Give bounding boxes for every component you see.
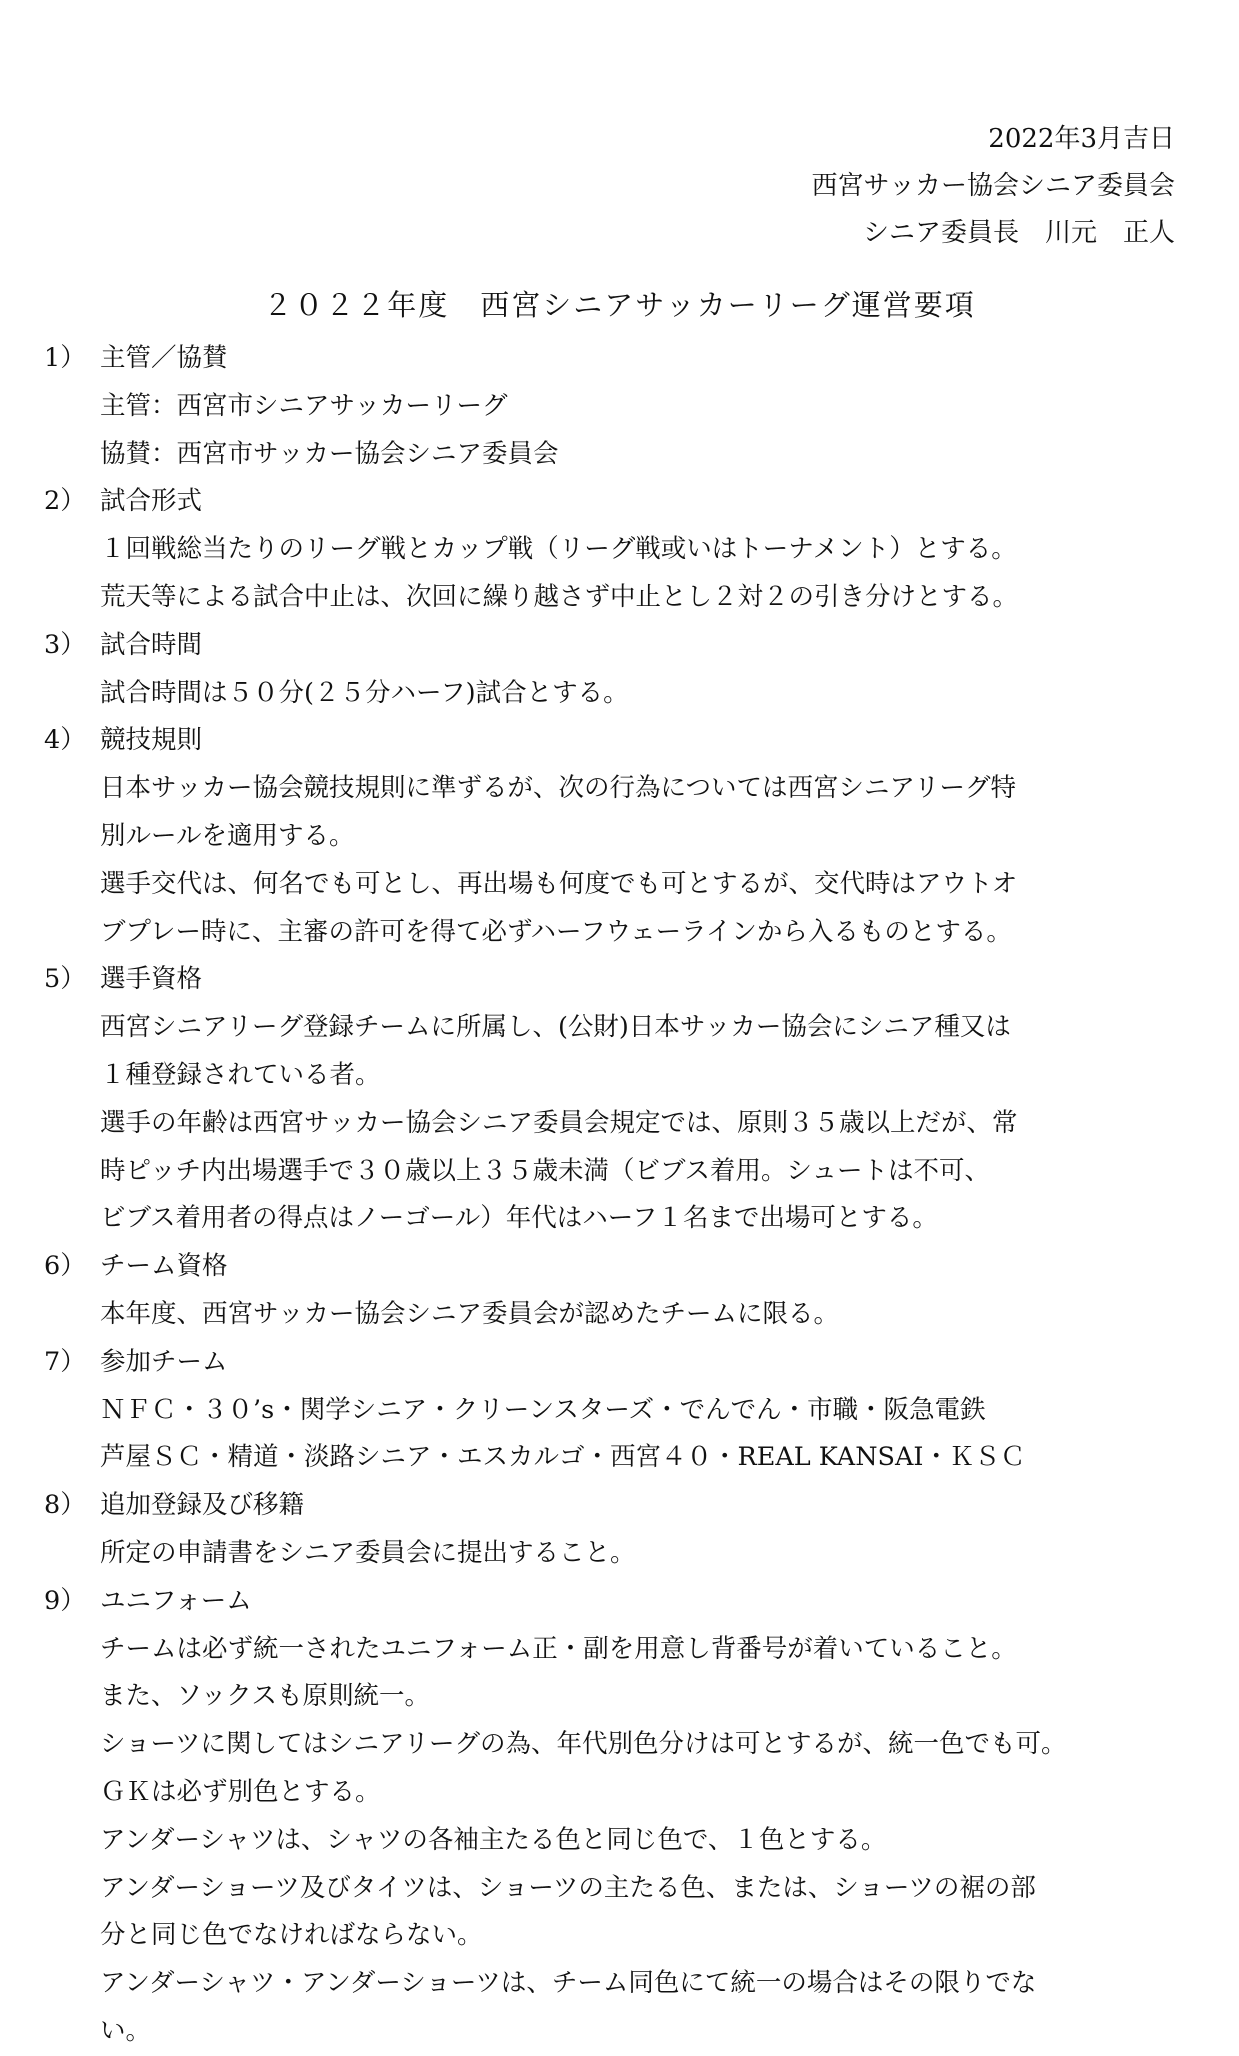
section-heading: [44, 478, 1204, 526]
section-number: 3）: [44, 629, 86, 660]
section-line: アンダーシャツ・アンダーショーツは、チーム同色にて統一の場合はその限りでな: [100, 1968, 1037, 1999]
section-line: 協賛：西宮市サッカー協会シニア委員会: [100, 438, 559, 469]
section-heading-text: 試合形式: [100, 486, 203, 517]
section-heading-text: 参加チーム: [100, 1346, 228, 1377]
section-line: ＧＫは必ず別色とする。: [100, 1776, 381, 1807]
section-line: チームは必ず統一されたユニフォーム正・副を用意し背番号が着いていること。: [100, 1633, 1017, 1664]
section-line: 選手の年齢は西宮サッカー協会シニア委員会規定では、原則３５歳以上だが、常: [100, 1107, 1018, 1138]
section-heading: [44, 1578, 1204, 1626]
section-line: アンダーシャツは、シャツの各袖主たる色と同じ色で、１色とする。: [100, 1824, 887, 1855]
section-heading-text: ユニフォーム: [100, 1585, 252, 1616]
section-line: ブプレー時に、主審の許可を得て必ずハーフウェーラインから入るものとする。: [100, 916, 1012, 947]
section-line: １回戦総当たりのリーグ戦とカップ戦（リーグ戦或いはトーナメント）とする。: [100, 534, 1017, 565]
section-heading: [44, 717, 1204, 765]
document-title: ２０２２年度 西宮シニアサッカーリーグ運営要項: [263, 288, 976, 322]
section-heading: [44, 1243, 1204, 1291]
section-number: 4）: [44, 725, 86, 756]
section-line: 西宮シニアリーグ登録チームに所属し、(公財)日本サッカー協会にシニア種又は: [100, 1012, 1011, 1043]
section-heading: [44, 956, 1204, 1004]
issue-date: 2022年3月吉日: [988, 124, 1175, 154]
section-line: 本年度、西宮サッカー協会シニア委員会が認めたチームに限る。: [100, 1298, 839, 1329]
section-line: 主管：西宮市シニアサッカーリーグ: [100, 390, 508, 421]
section-line: 所定の申請書をシニア委員会に提出すること。: [100, 1537, 636, 1568]
section: [44, 335, 1204, 478]
section-line: 選手交代は、何名でも可とし、再出場も何度でも可とするが、交代時はアウトオ: [100, 868, 1018, 899]
section-line: また、ソックスも原則統一。: [100, 1681, 430, 1712]
section-line: 日本サッカー協会競技規則に準ずるが、次の行為については西宮シニアリーグ特: [100, 773, 1016, 804]
section-number: 2）: [44, 486, 86, 517]
section-line: 芦屋ＳＣ・精道・淡路シニア・エスカルゴ・西宮４０・REAL KANSAI・ＫＳＣ: [100, 1442, 1026, 1473]
section-line: 分と同じ色でなければならない。: [100, 1920, 483, 1951]
section-line: １種登録されている者。: [100, 1059, 381, 1090]
section-line: ショーツに関してはシニアリーグの為、年代別色分けは可とするが、統一色でも可。: [100, 1729, 1067, 1760]
section: [44, 478, 1204, 621]
section: [44, 1482, 1204, 1578]
section-number: 6）: [44, 1251, 86, 1282]
section-line: 試合時間は５０分(２５分ハーフ)試合とする。: [100, 677, 629, 708]
section-line: アンダーショーツ及びタイツは、ショーツの主たる色、または、ショーツの裾の部: [100, 1872, 1036, 1903]
section-line: 別ルールを適用する。: [100, 820, 355, 851]
section-heading-text: 試合時間: [100, 629, 203, 660]
author-signature: シニア委員長 川元 正人: [862, 218, 1175, 248]
document-body: [44, 335, 1204, 2056]
section-number: 9）: [44, 1585, 86, 1616]
document-header: [812, 116, 1175, 257]
section-number: 8）: [44, 1490, 86, 1521]
section-number: 1）: [44, 343, 86, 373]
section-heading: [44, 1339, 1204, 1387]
section-heading-text: 追加登録及び移籍: [100, 1490, 305, 1521]
section-line: 荒天等による試合中止は、次回に繰り越さず中止とし２対２の引き分けとする。: [100, 581, 1019, 612]
section-line: ビブス着用者の得点はノーゴール）年代はハーフ１名まで出場可とする。: [100, 1203, 938, 1234]
section-heading-text: 競技規則: [100, 725, 203, 756]
section: [44, 1578, 1204, 2056]
section-line: い。: [100, 2015, 152, 2046]
section: [44, 1339, 1204, 1482]
section-heading-text: 主管／協賛: [100, 343, 228, 373]
section-number: 7）: [44, 1346, 86, 1377]
section-heading-text: チーム資格: [100, 1251, 228, 1282]
section-heading: [44, 335, 1204, 383]
section: [44, 717, 1204, 956]
section-heading: [44, 1482, 1204, 1530]
section-number: 5）: [44, 964, 86, 995]
section: [44, 956, 1204, 1243]
section-line: ＮＦＣ・３０’s・関学シニア・クリーンスターズ・でんでん・市職・阪急電鉄: [100, 1394, 986, 1425]
section-heading: [44, 622, 1204, 670]
section-heading-text: 選手資格: [100, 964, 203, 995]
section: [44, 1243, 1204, 1339]
issuing-organization: 西宮サッカー協会シニア委員会: [811, 171, 1175, 201]
section: [44, 622, 1204, 718]
section-line: 時ピッチ内出場選手で３０歳以上３５歳未満（ビブス着用。シュートは不可、: [100, 1155, 990, 1186]
